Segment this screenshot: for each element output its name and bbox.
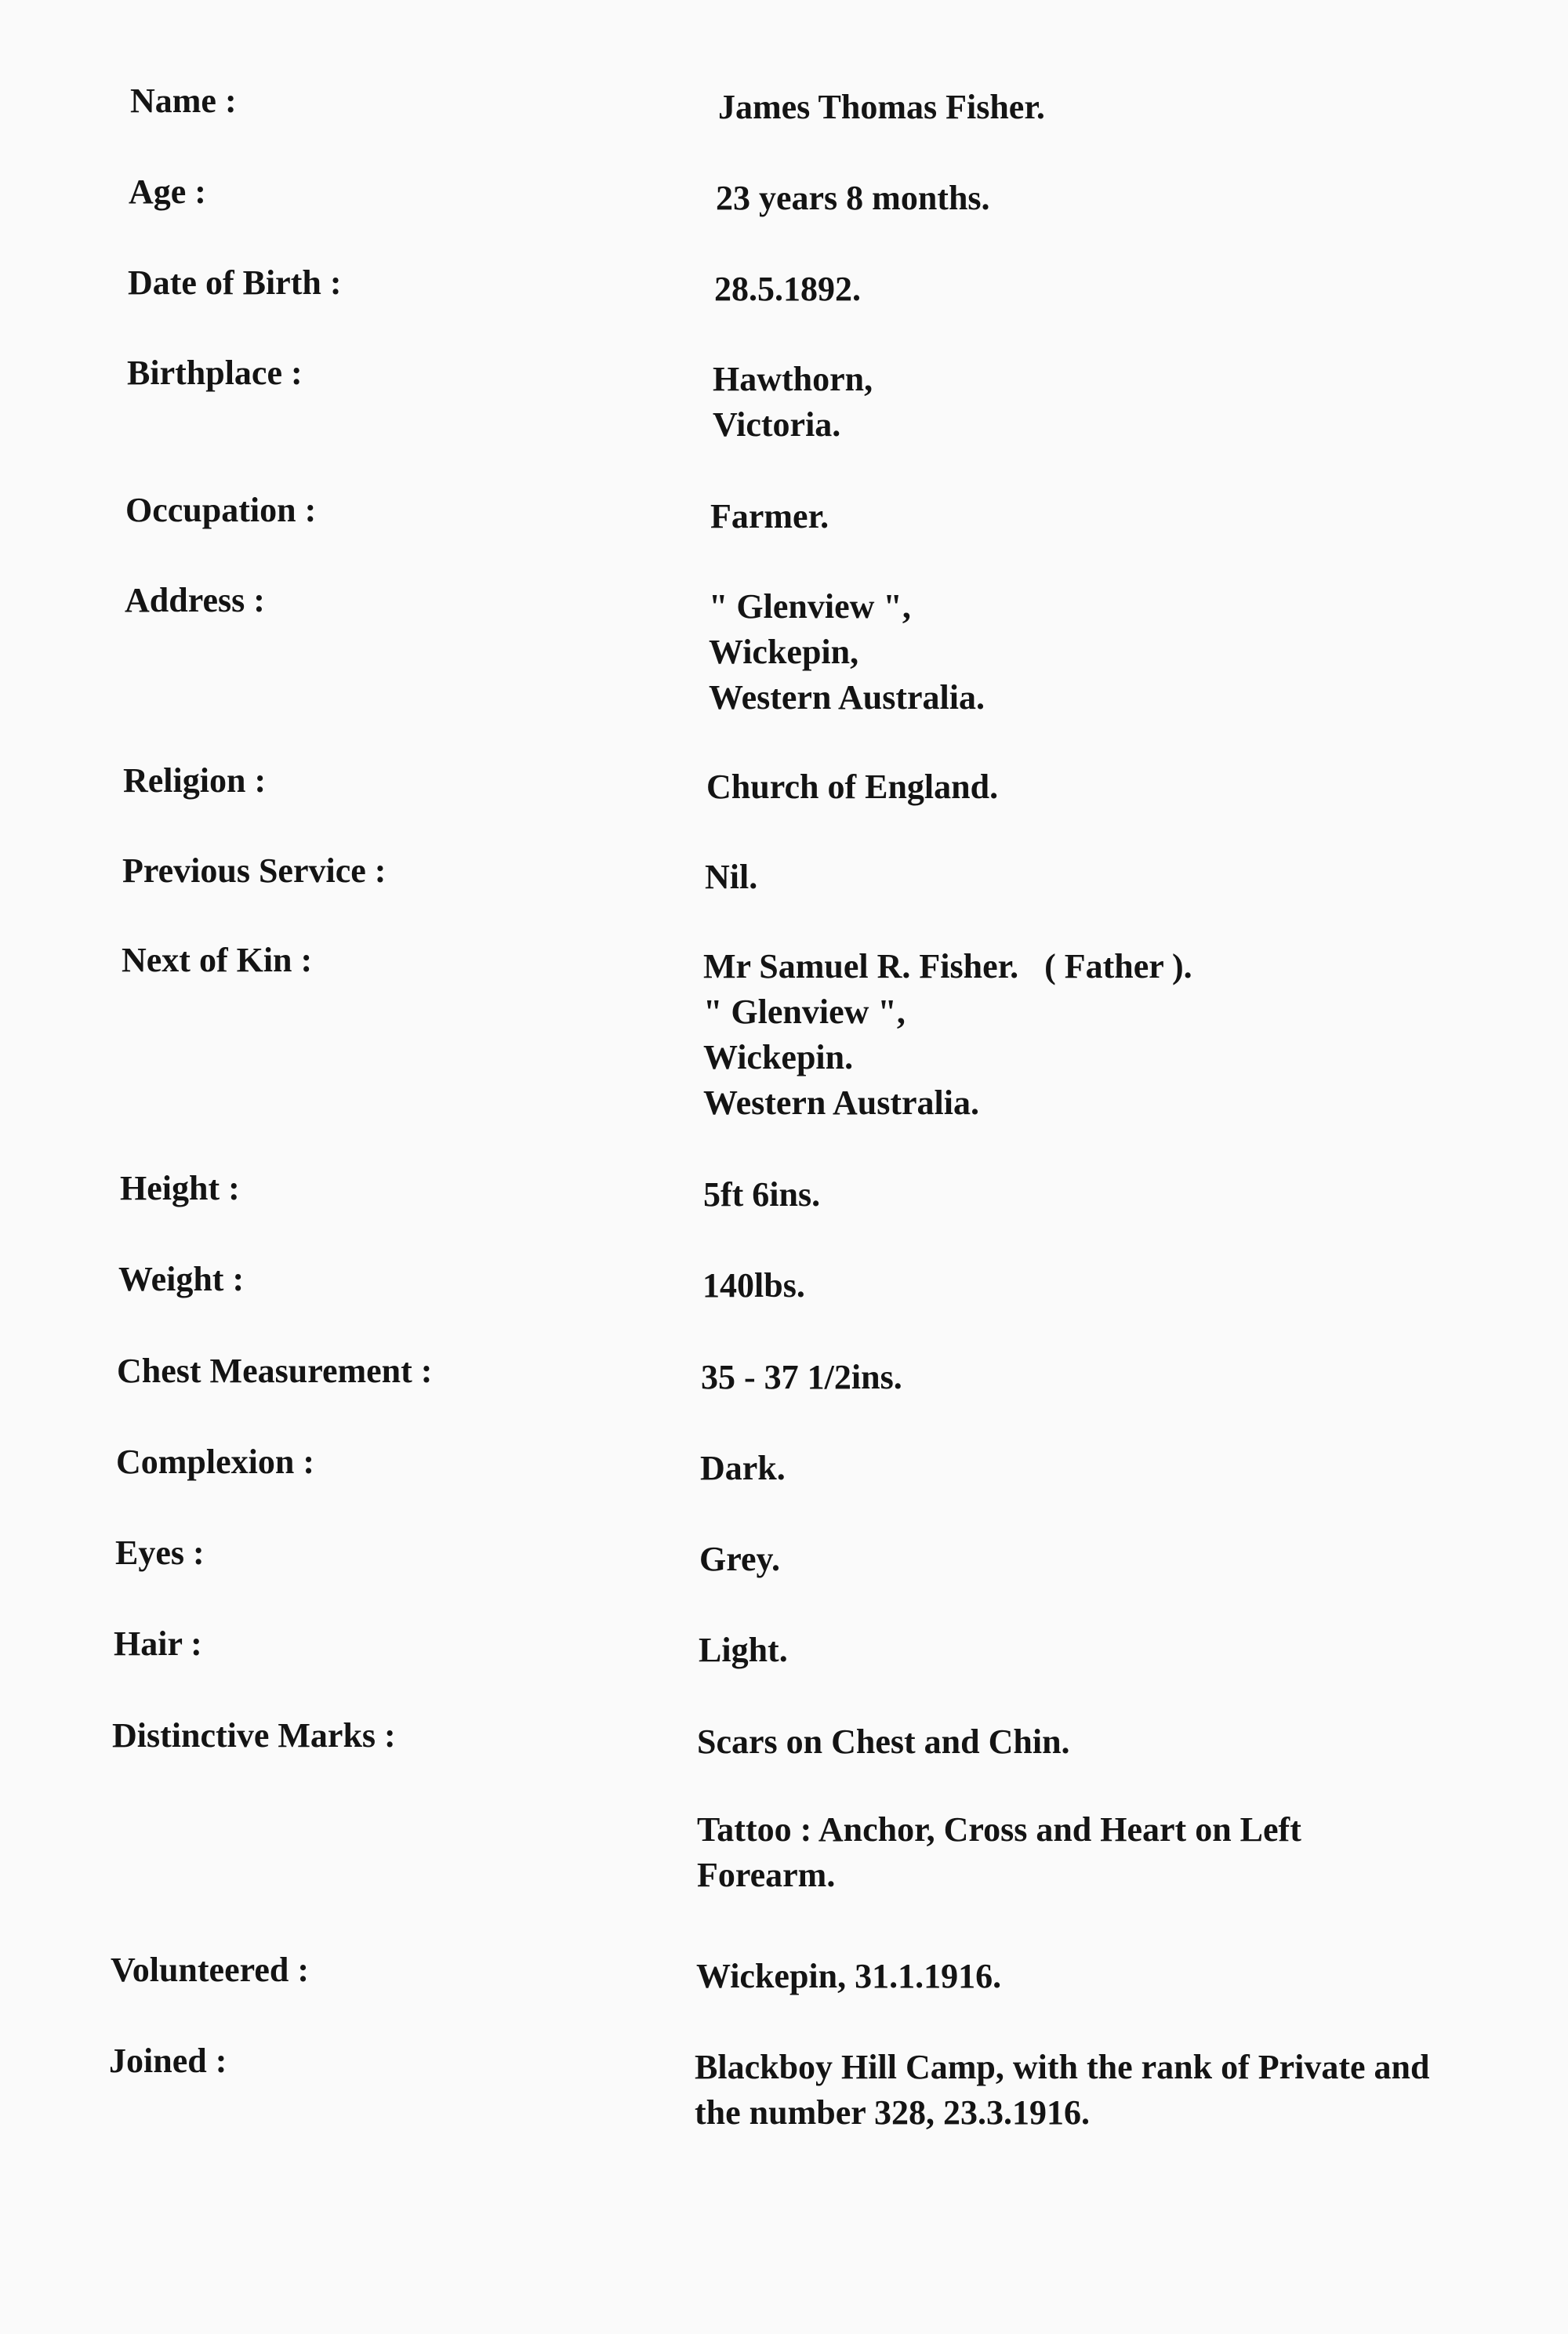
field-value-line: Wickepin,	[709, 633, 859, 671]
field-value-line: 5ft 6ins.	[703, 1175, 821, 1214]
field-value-line: Dark.	[700, 1449, 786, 1487]
field-label: Date of Birth :	[128, 263, 342, 302]
field-label: Name :	[130, 82, 237, 120]
field-value-line: Mr Samuel R. Fisher. ( Father ).	[703, 947, 1192, 986]
joined-text: Blackboy Hill Camp, with the rank of Private and the number 328, 23.3.1916.	[695, 2048, 1430, 2132]
field-value-line: " Glenview ",	[703, 993, 906, 1031]
field-value-line: Farmer.	[710, 497, 829, 535]
field-label: Next of Kin :	[122, 941, 313, 979]
field-value-line: 23 years 8 months.	[716, 179, 990, 217]
field-value-line: Light.	[699, 1631, 788, 1669]
field-value	[703, 944, 1487, 1126]
field-value	[695, 2045, 1447, 2136]
field-value	[696, 1954, 1480, 1999]
field-value-line: Victoria.	[713, 405, 841, 444]
field-value	[701, 1355, 1485, 1400]
field-value	[697, 1719, 1481, 1765]
field-value-line: " Glenview ",	[709, 587, 911, 626]
field-value-line: Wickepin.	[703, 1038, 854, 1076]
field-label: Height :	[120, 1169, 240, 1207]
tattoo-text: Tattoo : Anchor, Cross and Heart on Left Forearm.	[697, 1810, 1301, 1894]
field-value	[699, 1628, 1483, 1673]
field-value-line: 35 - 37 1/2ins.	[701, 1358, 902, 1396]
field-label: Distinctive Marks :	[112, 1716, 396, 1755]
field-value-line: 140lbs.	[702, 1266, 805, 1305]
field-value	[716, 176, 1500, 221]
field-label: Joined :	[109, 2042, 227, 2080]
field-label: Weight :	[118, 1260, 245, 1298]
field-value	[697, 1807, 1387, 1898]
field-value	[699, 1537, 1483, 1582]
field-label: Hair :	[114, 1624, 202, 1663]
field-value	[700, 1446, 1484, 1491]
field-label: Occupation :	[125, 491, 317, 529]
field-value-line: Western Australia.	[709, 678, 985, 717]
field-label: Religion :	[123, 761, 267, 800]
field-value-line: Grey.	[699, 1540, 781, 1578]
field-value	[710, 494, 1494, 539]
field-value-line: Church of England.	[706, 768, 999, 806]
field-value	[714, 267, 1498, 312]
field-label: Eyes :	[115, 1534, 205, 1572]
field-value	[702, 1263, 1486, 1309]
field-value	[709, 584, 1493, 721]
field-value-line: Hawthorn,	[713, 360, 873, 398]
field-label: Birthplace :	[127, 354, 303, 392]
field-value	[703, 1172, 1487, 1218]
field-value-line: James Thomas Fisher.	[718, 88, 1045, 126]
field-value-line: Wickepin, 31.1.1916.	[696, 1957, 1002, 1995]
field-label: Volunteered :	[111, 1951, 309, 1989]
field-value-line: Nil.	[705, 858, 758, 896]
field-label: Complexion :	[116, 1443, 314, 1481]
field-label: Address :	[125, 581, 265, 619]
field-value-line: Scars on Chest and Chin.	[697, 1722, 1070, 1761]
field-value-line: 28.5.1892.	[714, 270, 861, 308]
field-value	[706, 764, 1490, 810]
field-value	[718, 85, 1502, 130]
field-value	[705, 855, 1489, 900]
field-value-line: Western Australia.	[703, 1084, 979, 1122]
field-value	[713, 357, 1497, 448]
field-label: Chest Measurement :	[117, 1352, 433, 1390]
field-label: Age :	[129, 172, 206, 211]
field-label: Previous Service :	[122, 851, 387, 890]
